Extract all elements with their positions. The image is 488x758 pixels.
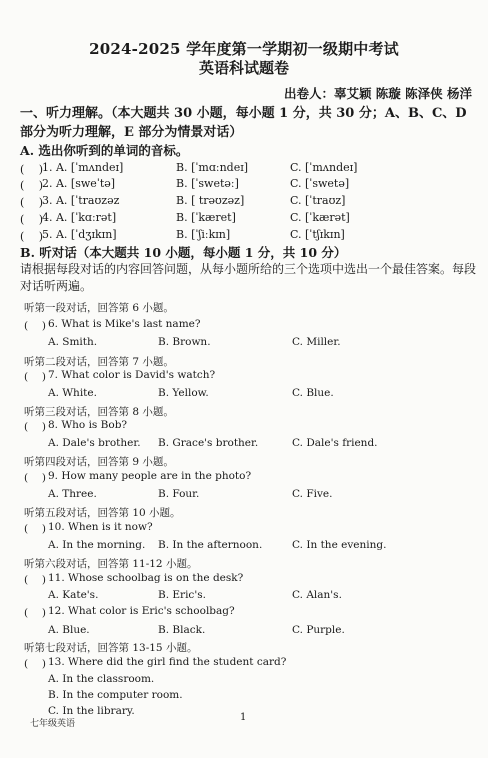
answer-blank[interactable]: ( ): [20, 196, 44, 209]
option-b: B. Grace's brother.: [158, 437, 259, 449]
option-a: 5. A. [ˈdʒɪkɪn]: [42, 228, 117, 241]
option-b: B. [ˈkæret]: [176, 211, 236, 224]
option-c: C. [ˈswetə]: [290, 177, 350, 190]
answer-blank[interactable]: ( ): [20, 213, 44, 226]
option-b: B. Four.: [158, 488, 200, 500]
option-c: C. [ˈkærət]: [290, 211, 350, 224]
answer-blank[interactable]: ( ): [24, 371, 47, 383]
dialogue-instruction: 听第三段对话，回答第 8 小题。: [24, 406, 174, 418]
option-c: C. In the library.: [48, 705, 135, 717]
question-text: 9. How many people are in the photo?: [48, 470, 252, 482]
option-b: B. Brown.: [158, 336, 211, 348]
listening-question: [24, 605, 464, 620]
answer-options: [24, 437, 464, 452]
answer-options: [24, 387, 464, 402]
dialogue-instruction: 听第七段对话，回答第 13-15 小题。: [24, 642, 198, 654]
option-c: C. In the evening.: [292, 539, 387, 551]
option-a: A. Smith.: [48, 336, 98, 348]
answer-options: [24, 336, 464, 351]
option-a: A. Blue.: [48, 624, 90, 636]
phonetic-question: [20, 177, 480, 193]
page-number: 1: [240, 712, 247, 723]
question-text: 13. Where did the girl find the student card?: [48, 656, 287, 668]
option-c: C. [ˈtraʊz]: [290, 194, 346, 207]
answer-options: [24, 624, 464, 639]
phonetic-question: [20, 161, 480, 177]
dialogue-instruction: 听第六段对话，回答第 11-12 小题。: [24, 558, 198, 570]
answer-blank[interactable]: ( ): [24, 320, 47, 332]
question-text: 10. When is it now?: [48, 521, 153, 533]
option-a: A. In the classroom.: [48, 673, 155, 685]
option-a: A. Kate's.: [48, 589, 99, 601]
answer-blank[interactable]: ( ): [24, 607, 47, 619]
option-a: 1. A. [ˈmʌndeɪ]: [42, 161, 124, 174]
option-b: B. In the afternoon.: [158, 539, 263, 551]
listening-question: [24, 318, 464, 333]
option-a: 3. A. [ˈtraʊzəz: [42, 194, 120, 207]
option-c: C. Blue.: [292, 387, 334, 399]
question-text: 12. What color is Eric's schoolbag?: [48, 605, 235, 617]
option-b: B. In the computer room.: [48, 689, 183, 701]
option-a: A. Dale's brother.: [48, 437, 141, 449]
option-b: B. [ˈmɑːndeɪ]: [176, 161, 249, 174]
listening-question: [24, 369, 464, 384]
answer-options: [24, 589, 464, 604]
dialogue-instruction: 听第四段对话，回答第 9 小题。: [24, 456, 174, 468]
question-text: 8. Who is Bob?: [48, 419, 128, 431]
option-c: C. Alan's.: [292, 589, 342, 601]
option-b: B. Black.: [158, 624, 206, 636]
answer-blank[interactable]: ( ): [20, 230, 44, 243]
dialogue-instruction: 听第五段对话，回答第 10 小题。: [24, 507, 181, 519]
answer-blank[interactable]: ( ): [24, 574, 47, 586]
answer-blank[interactable]: ( ): [24, 658, 47, 670]
option-b: B. [ˈʃiːkɪn]: [176, 228, 231, 241]
option-c: C. Dale's friend.: [292, 437, 378, 449]
phonetic-question: [20, 194, 480, 210]
answer-blank[interactable]: ( ): [20, 179, 44, 192]
option-a: A. White.: [48, 387, 97, 399]
dialogue-instruction: 听第二段对话，回答第 7 小题。: [24, 356, 174, 368]
phonetic-question: [20, 228, 480, 244]
option-c: C. Five.: [292, 488, 333, 500]
option-a: A. Three.: [48, 488, 97, 500]
dialogue-instruction: 听第一段对话，回答第 6 小题。: [24, 302, 174, 314]
listening-question: [24, 419, 464, 434]
exam-subtitle: 英语科试题卷: [198, 59, 289, 77]
option-b: B. [ˈswetəː]: [176, 177, 239, 190]
listening-question: [24, 470, 464, 485]
answer-blank[interactable]: ( ): [24, 523, 47, 535]
phonetic-question: [20, 211, 480, 227]
option-a: 2. A. [sweˈtə]: [42, 177, 116, 190]
answer-options: [24, 539, 464, 554]
part-b-heading: B. 听对话（本大题共 10 小题，每小题 1 分，共 10 分）: [20, 245, 347, 260]
option-a: 4. A. [ˈkɑːrət]: [42, 211, 117, 224]
answer-blank[interactable]: ( ): [20, 163, 44, 176]
answer-options: [24, 488, 464, 503]
listening-question: [24, 521, 464, 536]
question-text: 6. What is Mike's last name?: [48, 318, 201, 330]
question-text: 11. Whose schoolbag is on the desk?: [48, 572, 244, 584]
exam-title: 2024-2025 学年度第一学期初一级期中考试: [89, 40, 399, 58]
listening-question: [24, 656, 464, 671]
option-b: B. [ trəʊzəz]: [176, 194, 245, 207]
part-a-heading: A. 选出你听到的单词的音标。: [20, 143, 189, 158]
answer-blank[interactable]: ( ): [24, 472, 47, 484]
option-c: C. Miller.: [292, 336, 341, 348]
option-c: C. Purple.: [292, 624, 345, 636]
option-b: B. Eric's.: [158, 589, 206, 601]
exam-authors: 出卷人：辜艾颖 陈璇 陈泽侠 杨洋: [283, 86, 472, 101]
part-b-instructions: 请根据每段对话的内容回答问题，从每小题所给的三个选项中选出一个最佳答案。每段对话听两遍。: [20, 262, 477, 293]
listening-question: [24, 572, 464, 587]
section-1-heading: 一、听力理解。（本大题共 30 小题，每小题 1 分，共 30 分；A、B、C、D 部分为听力理解，E 部分为情景对话）: [20, 106, 467, 140]
option-a: A. In the morning.: [48, 539, 146, 551]
option-c: C. [ˈmʌndeɪ]: [290, 161, 358, 174]
footer-label: 七年级英语: [30, 719, 76, 729]
option-b: B. Yellow.: [158, 387, 209, 399]
question-text: 7. What color is David's watch?: [48, 369, 216, 381]
option-c: C. [ˈtʃɪkɪn]: [290, 228, 345, 241]
answer-blank[interactable]: ( ): [24, 421, 47, 433]
